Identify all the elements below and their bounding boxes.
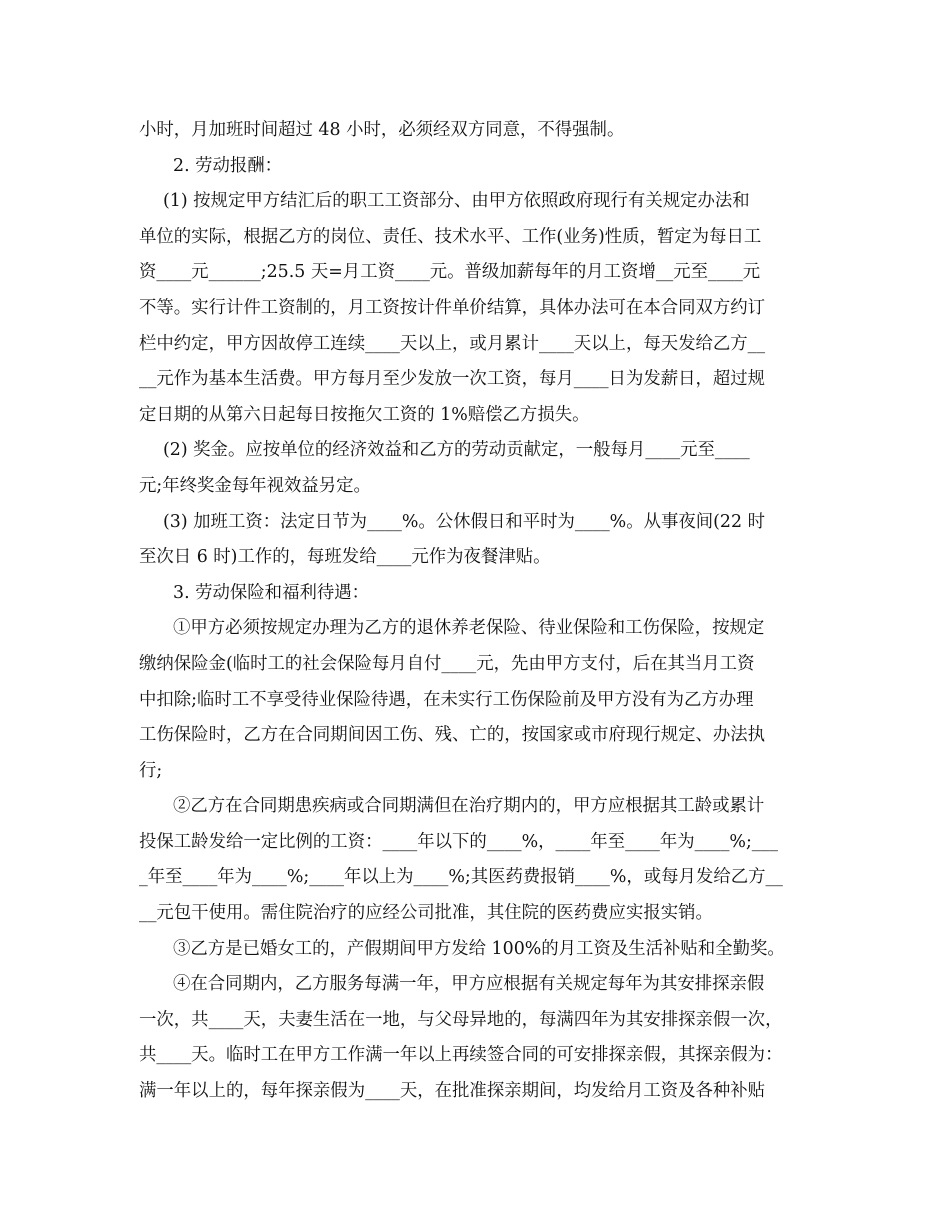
text-line: 至次日 6 时)工作的，每班发给____元作为夜餐津贴。: [139, 547, 551, 568]
section-heading: 3. 劳动保险和福利待遇：: [173, 582, 370, 603]
text-line: 元;年终奖金每年视效益另定。: [139, 475, 371, 496]
text-line: 定日期的从第六日起每日按拖欠工资的 1%赔偿乙方损失。: [139, 404, 590, 425]
text-line: 栏中约定，甲方因故停工连续____天以上，或月累计____天以上，每天发给乙方__: [139, 333, 766, 354]
text-line: 不等。实行计件工资制的，月工资按计件单价结算，具体办法可在本合同双方约订: [139, 297, 766, 318]
text-line: 行;: [139, 760, 163, 781]
text-line: 资____元______;25.5 天=月工资____元。普级加薪每年的月工资增__元至____元: [139, 262, 761, 283]
text-line: 投保工龄发给一定比例的工资：____年以下的____%，____年至____年为____%;___: [139, 831, 778, 852]
text-line: ④在合同期内，乙方服务每满一年，甲方应根据有关规定每年为其安排探亲假: [173, 974, 765, 995]
text-line: __元作为基本生活费。甲方每月至少发放一次工资，每月____日为发薪日，超过规: [139, 369, 766, 390]
text-line: ①甲方必须按规定办理为乙方的退休养老保险、待业保险和工伤保险，按规定: [173, 618, 765, 639]
text-line: (3) 加班工资：法定日节为____%。公休假日和平时为____%。从事夜间(22 时: [163, 511, 765, 532]
text-line: ③乙方是已婚女工的，产假期间甲方发给 100%的月工资及生活补贴和全勤奖。: [173, 938, 785, 959]
document-body: [139, 113, 829, 1110]
text-line: 共____天。临时工在甲方工作满一年以上再续签合同的可安排探亲假，其探亲假为：: [139, 1045, 783, 1066]
text-line: 小时，月加班时间超过 48 小时，必须经双方同意，不得强制。: [139, 120, 625, 140]
text-line: 一次，共____天，夫妻生活在一地，与父母异地的，每满四年为其安排探亲假一次，: [139, 1009, 783, 1030]
text-line: (2) 奖金。应按单位的经济效益和乙方的劳动贡献定，一般每月____元至____: [163, 440, 750, 461]
text-line: 缴纳保险金(临时工的社会保险每月自付____元，先由甲方支付，后在其当月工资: [139, 653, 755, 674]
text-line: 单位的实际，根据乙方的岗位、责任、技术水平、工作(业务)性质，暂定为每日工: [139, 226, 762, 247]
text-line: 满一年以上的，每年探亲假为____天，在批准探亲期间，均发给月工资及各种补贴: [139, 1081, 766, 1102]
section-heading: 2. 劳动报酬：: [173, 155, 283, 176]
text-line: _年至____年为____%;____年以上为____%;其医药费报销____%，或每月发给乙方__: [139, 867, 783, 888]
text-line: __元包干使用。需住院治疗的应经公司批准，其住院的医药费应实报实销。: [139, 903, 713, 924]
text-line: ②乙方在合同期患疾病或合同期满但在治疗期内的，甲方应根据其工龄或累计: [173, 796, 765, 817]
text-line: (1) 按规定甲方结汇后的职工工资部分、由甲方依照政府现行有关规定办法和: [163, 191, 750, 212]
text-line: 工伤保险时，乙方在合同期间因工伤、残、亡的，按国家或市府现行规定、办法执: [139, 725, 766, 746]
text-line: 中扣除;临时工不享受待业保险待遇，在未实行工伤保险前及甲方没有为乙方办理: [139, 689, 754, 710]
